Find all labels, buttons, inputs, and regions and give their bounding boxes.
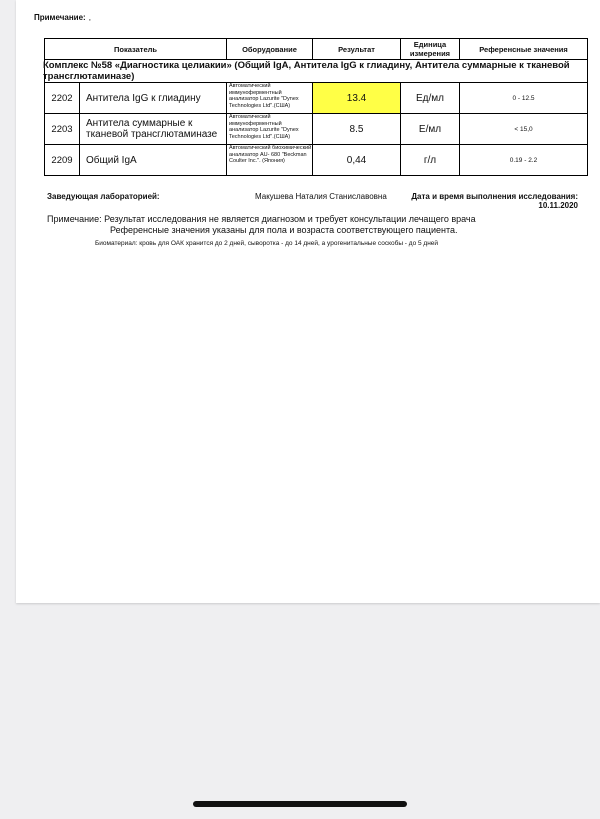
row-equipment: Автоматический биохимический анализатор AU- 680 "Beckman Coulter Inc.". (Япония) — [227, 145, 313, 176]
row-reference: 0.19 - 2.2 — [460, 145, 588, 176]
row-equipment: Автоматический иммуноферментный анализатор Lazurite "Dynex Technologies Ltd".(США) — [227, 83, 313, 114]
row-code: 2203 — [45, 114, 80, 145]
row-unit: Ед/мл — [401, 83, 460, 114]
remark-line-2: Референсные значения указаны для пола и возраста соответствующего пациента. — [110, 225, 458, 235]
header-indicator: Показатель — [45, 39, 227, 60]
row-reference: 0 - 12.5 — [460, 83, 588, 114]
row-name: Антитела IgG к глиадину — [80, 83, 227, 114]
complex-title: Комплекс №58 «Диагностика целиакии» (Общий IgA, Антитела IgG к глиадину, Антитела суммарные к тканевой трансглютаминазе) — [43, 60, 586, 83]
signature-block — [47, 191, 578, 213]
header-unit: Единица измерения — [401, 39, 460, 60]
row-result: 8.5 — [313, 114, 401, 145]
row-result: 0,44 — [313, 145, 401, 176]
row-equipment: Автоматический иммуноферментный анализатор Lazurite "Dynex Technologies Ltd".(США) — [227, 114, 313, 145]
manager-name: Макушева Наталия Станиславовна — [255, 192, 387, 201]
row-name: Антитела суммарные к тканевой трансглютаминазе — [80, 114, 227, 145]
top-note-value: , — [88, 13, 91, 22]
biomaterial-note: Биоматериал: кровь для ОАК хранится до 2 дней, сыворотка - до 14 дней, а урогенитальные соскобы - до 5 дней — [95, 240, 439, 247]
header-reference: Референсные значения — [460, 39, 588, 60]
row-code: 2202 — [45, 83, 80, 114]
header-result: Результат — [313, 39, 401, 60]
top-note-label: Примечание: — [34, 13, 86, 22]
row-code: 2209 — [45, 145, 80, 176]
row-unit: г/л — [401, 145, 460, 176]
manager-label: Заведующая лабораторией: — [47, 192, 160, 201]
top-note — [34, 13, 91, 22]
date-label: Дата и время выполнения исследования: — [411, 192, 578, 201]
row-unit: Е/мл — [401, 114, 460, 145]
home-indicator[interactable] — [193, 801, 407, 807]
row-name: Общий IgA — [80, 145, 227, 176]
remark-line-1: Примечание: Результат исследования не является диагнозом и требует консультации лечащего врача — [47, 214, 476, 224]
table-row — [45, 83, 588, 114]
row-reference: < 15,0 — [460, 114, 588, 145]
table-row — [45, 145, 588, 176]
row-result-highlighted: 13.4 — [313, 83, 401, 114]
results-table — [44, 38, 588, 176]
header-equipment: Оборудование — [227, 39, 313, 60]
table-header-row — [45, 39, 588, 60]
complex-title-row — [45, 60, 588, 83]
table-row — [45, 114, 588, 145]
date-value: 10.11.2020 — [538, 201, 578, 210]
